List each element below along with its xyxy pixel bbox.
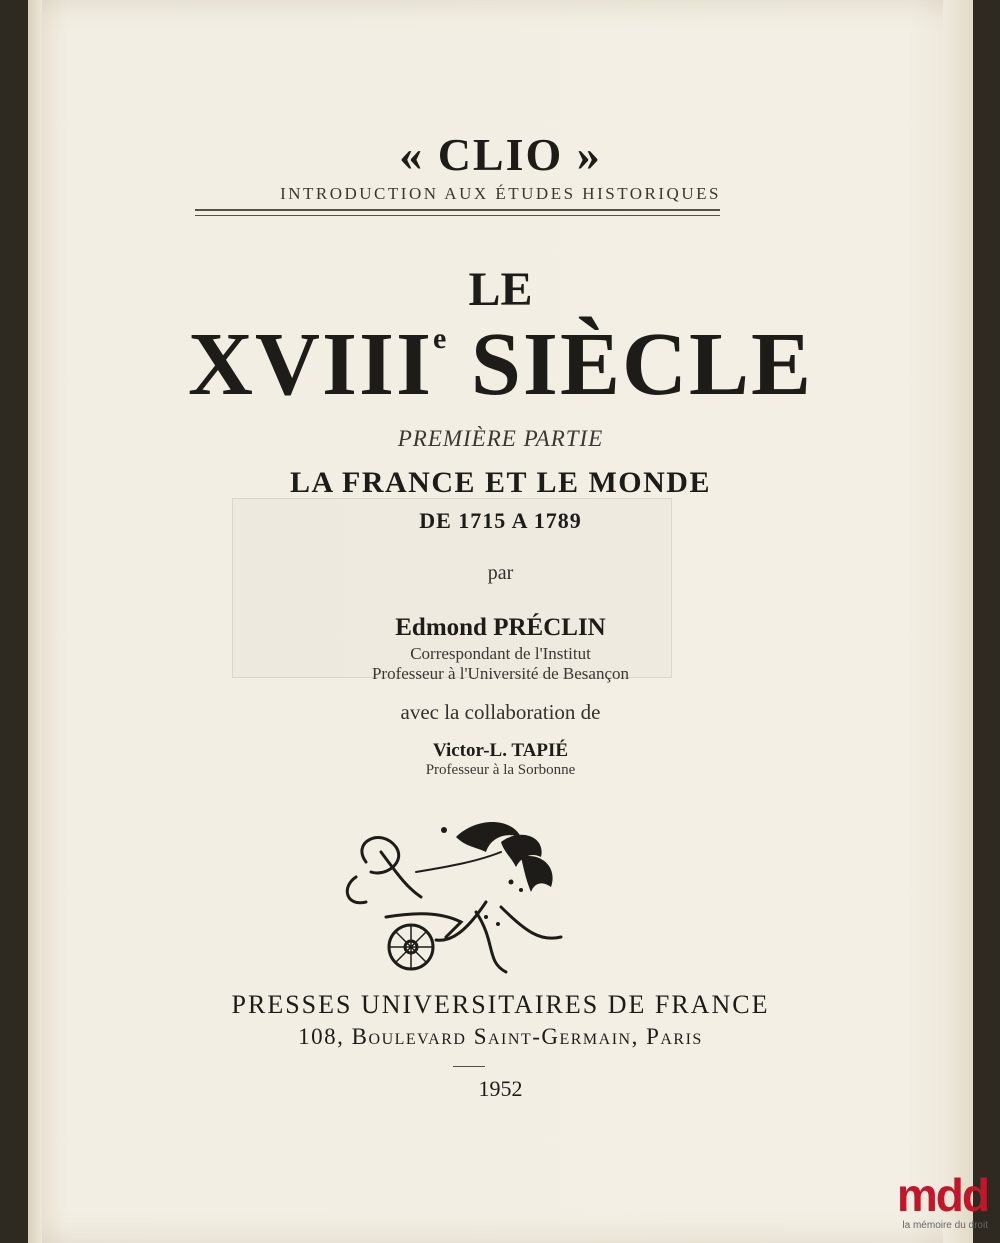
series-subtitle: INTRODUCTION AUX ÉTUDES HISTORIQUES bbox=[280, 184, 721, 203]
title-century: XVIII bbox=[187, 315, 434, 414]
author-name: Edmond PRÉCLIN bbox=[395, 614, 606, 641]
collaborator-name: Victor-L. TAPIÉ bbox=[432, 740, 569, 761]
chariot-horses-emblem-icon bbox=[326, 812, 576, 982]
series-rule-thick bbox=[195, 209, 720, 211]
title-superscript: e bbox=[433, 322, 447, 355]
watermark-logo: mdd bbox=[896, 1169, 988, 1221]
year-rule bbox=[453, 1066, 485, 1067]
publisher-address: 108, Boulevard Saint-Germain, Paris bbox=[298, 1024, 703, 1049]
title-word: SIÈCLE bbox=[470, 315, 814, 414]
author-role-1: Correspondant de l'Institut bbox=[410, 644, 591, 663]
series-rule-thin bbox=[195, 215, 720, 216]
main-title bbox=[28, 315, 973, 414]
date-range: DE 1715 A 1789 bbox=[419, 508, 582, 533]
watermark bbox=[896, 1169, 988, 1231]
author-role-2: Professeur à l'Université de Besançon bbox=[371, 664, 630, 683]
title-article: LE bbox=[468, 263, 533, 316]
publication-year: 1952 bbox=[478, 1076, 523, 1101]
collaborator-role: Professeur à la Sorbonne bbox=[425, 762, 576, 778]
part-label: PREMIÈRE PARTIE bbox=[397, 426, 604, 451]
by-label: par bbox=[487, 562, 514, 584]
series-title: « CLIO » bbox=[399, 129, 602, 180]
publisher-name: PRESSES UNIVERSITAIRES DE FRANCE bbox=[231, 990, 770, 1019]
book-subtitle: LA FRANCE ET LE MONDE bbox=[289, 466, 711, 499]
collaboration-intro: avec la collaboration de bbox=[400, 700, 601, 724]
watermark-tagline: la mémoire du droit bbox=[902, 1220, 988, 1231]
